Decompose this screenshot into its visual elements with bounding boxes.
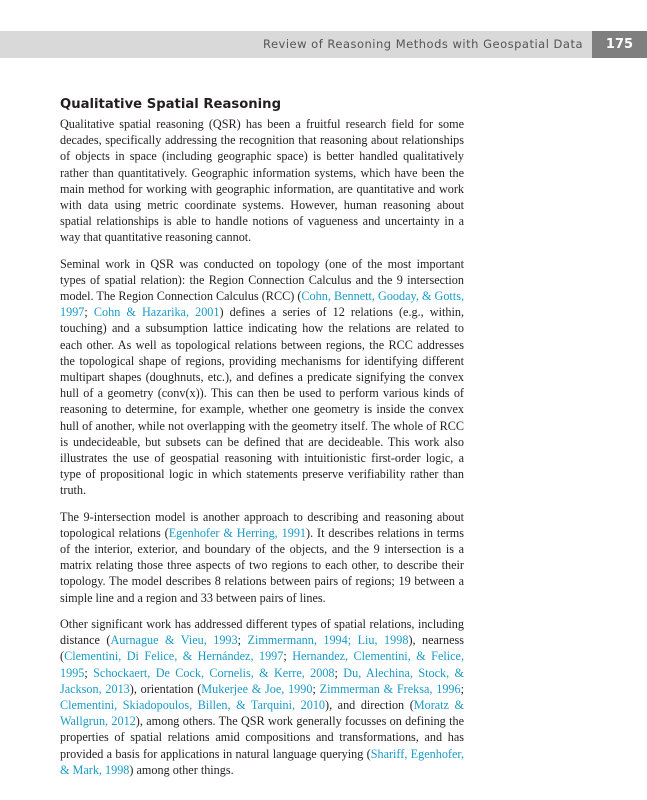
citation-link[interactable]: Shariff, Egenhofer, & Mark, 1998	[60, 746, 464, 777]
text-run: ;	[84, 665, 94, 680]
citation-link[interactable]: Cohn, Bennett, Gooday, & Gotts, 1997	[60, 289, 464, 320]
citation-link[interactable]: Aurnague & Vieu, 1993	[110, 633, 238, 648]
text-run: ;	[460, 681, 464, 696]
text-run: Other significant work has addressed different types of spatial relations, including distance (	[60, 616, 464, 648]
citation-link[interactable]: Du, Alechina, Stock, & Jackson, 2013	[60, 665, 465, 696]
paragraph-4	[60, 616, 464, 778]
text-run: ), and direction (	[325, 697, 414, 712]
citation-link[interactable]: Egenhofer & Herring, 1991	[168, 525, 307, 540]
paragraph-1: Qualitative spatial reasoning (QSR) has been a fruitful research field for some decades, specifically addressing the recognition that reasoning about relationships of objects in space (including geographic space) is better handled qualitatively rather than quantitatively. Geographic information systems, which have been the main method for working with geographic information, are quantitative and work with data using metric coordinate systems. However, human reasoning about spatial relationships is able to handle notions of vagueness and uncertainty in a way that quantitative reasoning cannot.	[60, 117, 464, 245]
citation-link[interactable]: Schockaert, De Cock, Cornelis, & Kerre, 2008	[93, 665, 335, 680]
page-number: 175	[592, 31, 647, 58]
text-run: ;	[237, 633, 248, 648]
citation-link[interactable]: Clementini, Skiadopoulos, Billen, & Tarquini, 2010	[60, 697, 326, 712]
citation-link[interactable]: Hernandez, Clementini, & Felice, 1995	[60, 649, 465, 680]
text-run: ;	[84, 305, 94, 320]
running-title: Review of Reasoning Methods with Geospatial Data	[262, 37, 583, 51]
text-run: ) among other things.	[129, 762, 234, 777]
paragraph-2	[60, 256, 464, 499]
citation-link[interactable]: Clementini, Di Felice, & Hernández, 1997	[64, 649, 284, 664]
citation-link[interactable]: Moratz & Wallgrun, 2012	[60, 697, 464, 729]
citation-link[interactable]: Zimmerman & Freksa, 1996	[319, 681, 461, 696]
text-run: The 9-intersection model is another approach to describing and reasoning about topological relations (	[60, 509, 464, 540]
text-run: ) defines a series of 12 relations (e.g., within, touching) and a subsumption lattice indicating how the relations are related to each other. As well as topological relations between regions, the RCC addresses the topological shape of regions, providing mechanisms for identifying different multipart shapes (doughnuts, etc.), and defines a predicate signifying the convex hull of a geometry (conv(x)). This can then be used to perform various kinds of reasoning to determine, for example, whether one geometry is inside the convex hull of another, while not overlapping with the geometry itself. The whole of RCC is undecideable, but subsets can be defined that are decideable. This work also illustrates the use of geospatial reasoning with intuitionistic first-order logic, a type of propositional logic in which statements preserve verifiability rather than truth.	[60, 305, 464, 498]
page-body	[60, 96, 464, 788]
text-run: ), orientation (	[129, 681, 202, 696]
text-run: ), among others. The QSR work generally focusses on defining the properties of spatial relations amid compositions and transformations, and has provided a basis for applications in natural language querying (	[60, 714, 464, 761]
citation-link[interactable]: Mukerjee & Joe, 1990	[201, 681, 313, 696]
section-title: Qualitative Spatial Reasoning	[60, 97, 282, 112]
text-run: Seminal work in QSR was conducted on topology (one of the most important types of spatial relation): the Region Connection Calculus and the 9 intersection model. The Region Connection Calculus (RCC) (	[60, 256, 464, 304]
text-run: ;	[334, 665, 344, 680]
paragraph-3	[60, 509, 464, 606]
text-run: ;	[312, 681, 320, 696]
citation-link[interactable]: Zimmermann, 1994; Liu, 1998	[247, 633, 409, 648]
text-run: ). It describes relations in terms of the interior, exterior, and boundary of the objects, and the 9 intersection is a matrix relating those three aspects of two regions to each other, to describe their topology. The model describes 8 relations between pairs of regions; 19 between a simple line and a region and 33 between pairs of lines.	[60, 525, 465, 605]
text-run: ), nearness (	[60, 633, 464, 664]
text-run: ;	[283, 649, 293, 664]
citation-link[interactable]: Cohn & Hazarika, 2001	[93, 305, 220, 320]
